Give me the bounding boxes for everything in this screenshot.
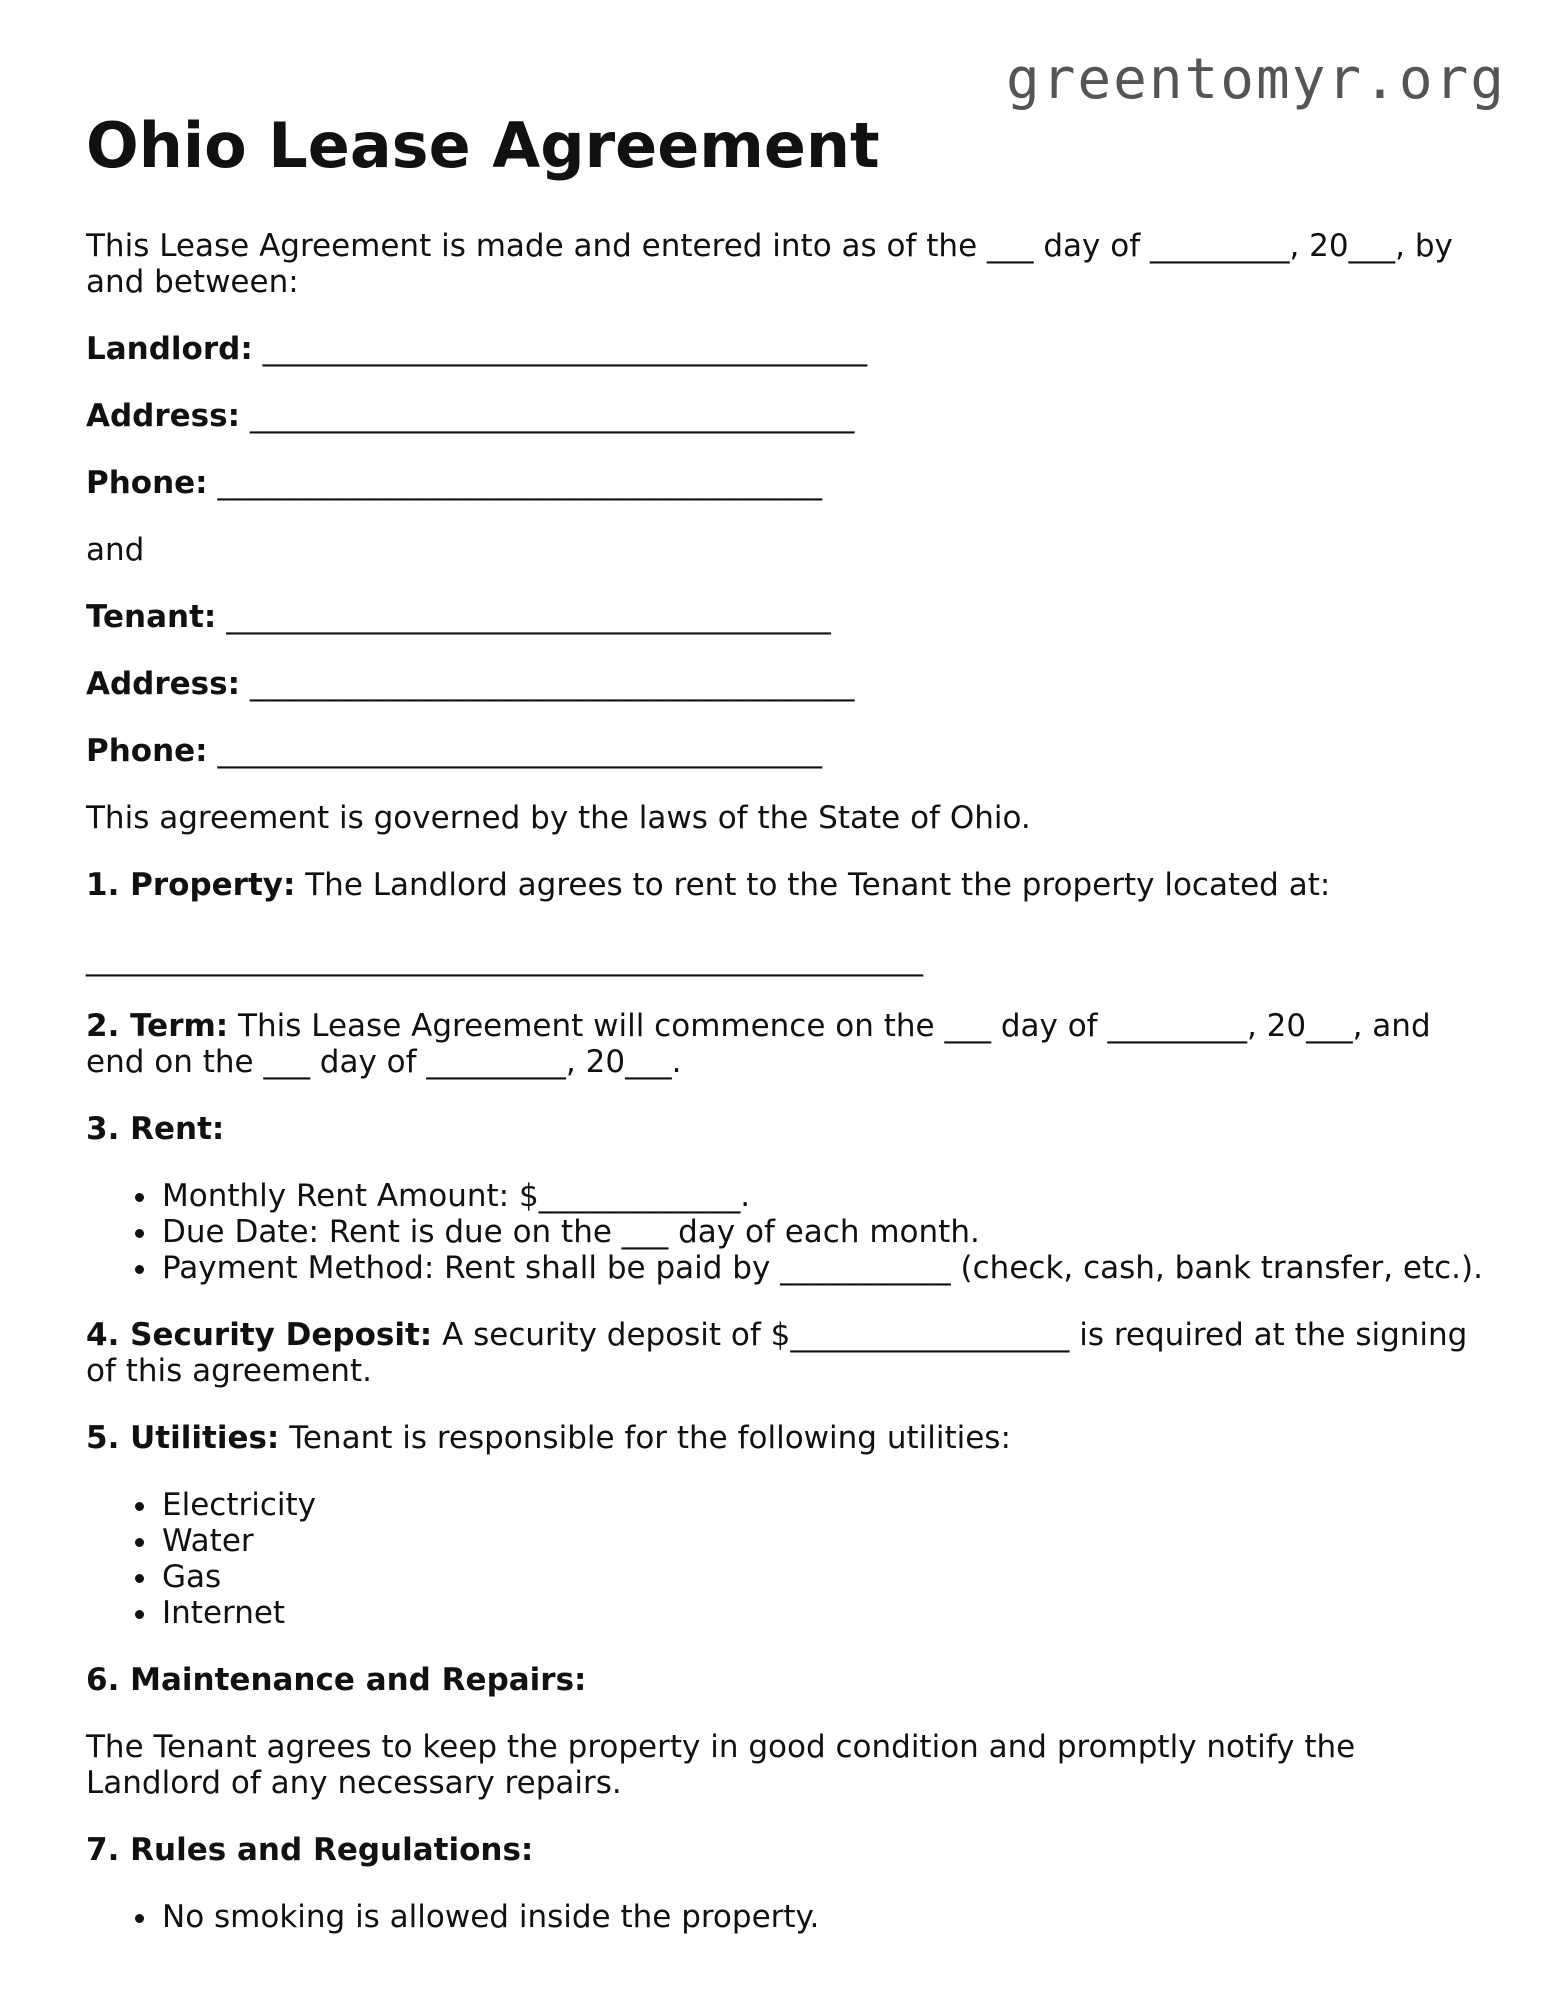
- list-item: • Electricity: [160, 1487, 1486, 1523]
- utilities-list: [86, 1487, 1486, 1631]
- intro-paragraph: This Lease Agreement is made and entered into as of the ___ day of _________, 20___, by and between:: [86, 228, 1453, 300]
- section-term-heading: 2. Term:: [86, 1008, 229, 1044]
- landlord-phone-label: Phone:: [86, 465, 208, 501]
- landlord-address-field: [86, 398, 1486, 434]
- section-rules-heading: 7. Rules and Regulations:: [86, 1832, 534, 1868]
- section-term: [86, 1008, 1486, 1080]
- watermark-site: greentomyr.org: [1005, 47, 1506, 112]
- tenant-name-label: Tenant:: [86, 599, 217, 635]
- list-item: • Gas: [160, 1559, 1486, 1595]
- landlord-address-blank[interactable]: _______________________________________: [249, 398, 855, 434]
- landlord-phone-blank[interactable]: _______________________________________: [217, 465, 822, 501]
- tenant-address-field: [86, 666, 1486, 702]
- section-property-text: The Landlord agrees to rent to the Tenant the property located at:: [305, 867, 1331, 903]
- list-item: • Monthly Rent Amount: $_____________.: [160, 1178, 1486, 1214]
- tenant-name-blank[interactable]: _______________________________________: [226, 599, 831, 635]
- list-item: • Due Date: Rent is due on the ___ day of each month.: [160, 1214, 1486, 1250]
- list-item: • Water: [160, 1523, 1486, 1559]
- tenant-phone-field: [86, 733, 1486, 769]
- governing-law-text: This agreement is governed by the laws of the State of Ohio.: [86, 800, 1031, 836]
- landlord-name-blank[interactable]: _______________________________________: [262, 331, 868, 367]
- section-deposit: [86, 1317, 1486, 1389]
- and-text: and: [86, 532, 145, 568]
- section-term-text: This Lease Agreement will commence on the ___ day of _________, 20___, and end on the ___ day of _________, 20___.: [86, 1008, 1431, 1080]
- document-page: [86, 108, 1486, 1966]
- section-utilities-text: Tenant is responsible for the following utilities:: [289, 1420, 1011, 1456]
- list-item: • Payment Method: Rent shall be paid by ___________ (check, cash, bank transfer, etc.).: [160, 1250, 1486, 1286]
- section-deposit-text: A security deposit of $__________________ is required at the signing of this agreement.: [86, 1317, 1468, 1389]
- landlord-phone-field: [86, 465, 1486, 501]
- tenant-address-label: Address:: [86, 666, 240, 702]
- section-maintenance-heading: 6. Maintenance and Repairs:: [86, 1662, 587, 1698]
- landlord-address-label: Address:: [86, 398, 240, 434]
- tenant-phone-label: Phone:: [86, 733, 208, 769]
- landlord-name-field: [86, 331, 1486, 367]
- rent-list: [86, 1178, 1486, 1286]
- section-rent-heading: 3. Rent:: [86, 1111, 225, 1147]
- section-deposit-heading: 4. Security Deposit:: [86, 1317, 433, 1353]
- list-item: • No smoking is allowed inside the property.: [160, 1899, 1486, 1935]
- tenant-phone-blank[interactable]: _______________________________________: [217, 733, 822, 769]
- rules-list: [86, 1899, 1486, 1935]
- tenant-address-blank[interactable]: _______________________________________: [249, 666, 855, 702]
- property-address-blank[interactable]: ______________________________________________________: [86, 941, 923, 977]
- section-property-heading: 1. Property:: [86, 867, 296, 903]
- list-item: • Internet: [160, 1595, 1486, 1631]
- page-title: Ohio Lease Agreement: [86, 109, 880, 182]
- section-utilities-heading: 5. Utilities:: [86, 1420, 280, 1456]
- section-property: [86, 867, 1486, 903]
- landlord-name-label: Landlord:: [86, 331, 253, 367]
- section-maintenance-text: The Tenant agrees to keep the property in good condition and promptly notify the Landlord of any necessary repairs.: [86, 1729, 1356, 1801]
- section-utilities: [86, 1420, 1486, 1456]
- tenant-name-field: [86, 599, 1486, 635]
